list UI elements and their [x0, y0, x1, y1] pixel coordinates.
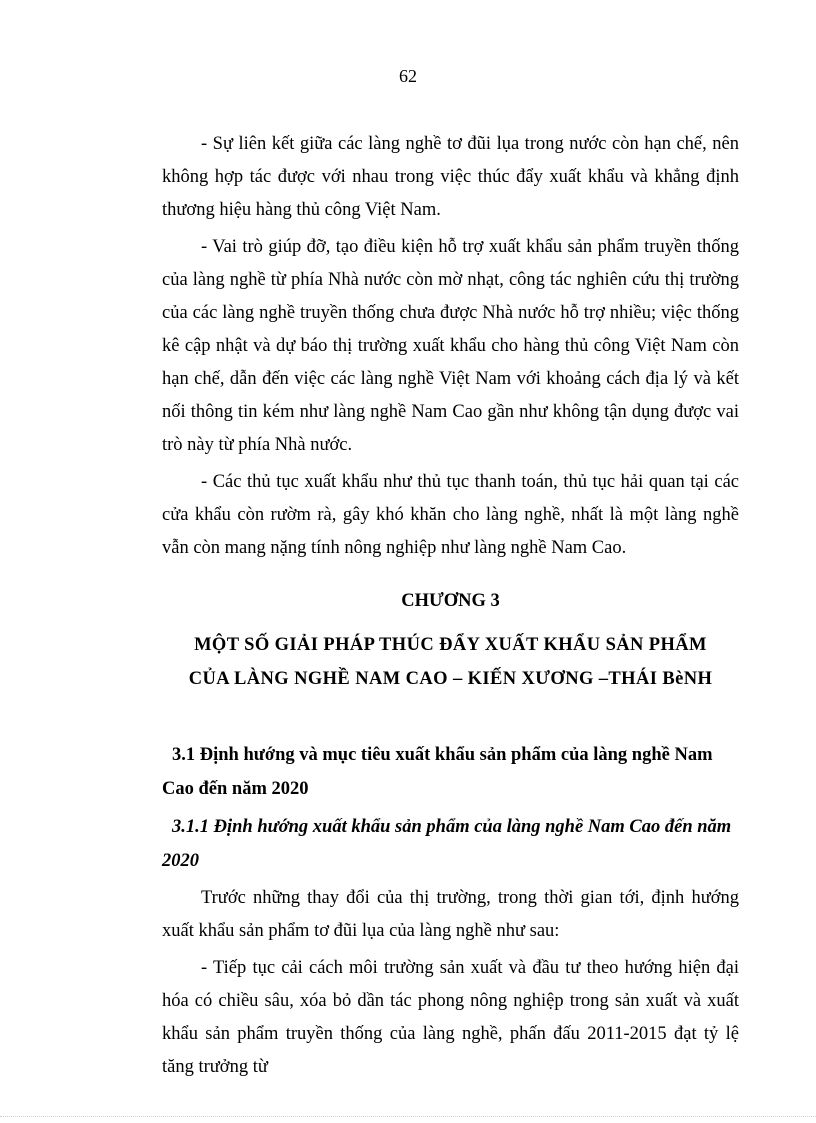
paragraph-orientation-intro: Trước những thay đổi của thị trường, trong thời gian tới, định hướng xuất khẩu sản phẩm tơ đũi lụa của làng nghề như sau: — [162, 888, 739, 941]
paragraph-orientation-item: - Tiếp tục cải cách môi trường sản xuất và đầu tư theo hướng hiện đại hóa có chiều sâu, xóa bỏ dần tác phong nông nghiệp trong sản xuất và xuất khẩu sản phẩm truyền thống của làng nghề, phấn đấu 2011-2015 đạt tỷ lệ tăng trưởng từ — [162, 958, 739, 1077]
chapter-title — [162, 628, 739, 696]
chapter-title-line-1: MỘT SỐ GIẢI PHÁP THÚC ĐẨY XUẤT KHẨU SẢN PHẨM — [194, 635, 707, 655]
paragraph-village-cooperation: - Sự liên kết giữa các làng nghề tơ đũi lụa trong nước còn hạn chế, nên không hợp tác được với nhau trong việc thúc đẩy xuất khẩu và khẳng định thương hiệu hàng thủ công Việt Nam. — [162, 134, 739, 220]
subsection-heading: 3.1.1 Định hướng xuất khẩu sản phẩm của làng nghề Nam Cao đến năm 2020 — [162, 817, 732, 871]
document-body — [162, 128, 739, 1088]
paragraph-export-procedures: - Các thủ tục xuất khẩu như thủ tục thanh toán, thủ tục hải quan tại các cửa khẩu còn rườm rà, gây khó khăn cho làng nghề, nhất là một làng nghề vẫn còn mang nặng tính nông nghiệp như làng nghề Nam Cao. — [162, 472, 739, 558]
paragraph-state-support: - Vai trò giúp đỡ, tạo điều kiện hỗ trợ xuất khẩu sản phẩm truyền thống của làng nghề từ phía Nhà nước còn mờ nhạt, công tác nghiên cứu thị trường của các làng nghề truyền thống chưa được Nhà nước hỗ trợ nhiều; việc thống kê cập nhật và dự báo thị trường xuất khẩu cho hàng thủ công Việt Nam còn hạn chế, dẫn đến việc các làng nghề Việt Nam với khoảng cách địa lý và kết nối thông tin kém như làng nghề Nam Cao gần như không tận dụng được vai trò này từ phía Nhà nước. — [162, 237, 739, 455]
chapter-title-line-2: CỦA LÀNG NGHỀ NAM CAO – KIẾN XƯƠNG –THÁI BèNH — [188, 669, 713, 689]
page-number: 62 — [399, 66, 417, 86]
page-bottom-edge — [0, 1116, 816, 1117]
chapter-label: CHƯƠNG 3 — [401, 591, 500, 611]
section-heading: 3.1 Định hướng và mục tiêu xuất khẩu sản phẩm của làng nghề Nam Cao đến năm 2020 — [162, 745, 713, 799]
